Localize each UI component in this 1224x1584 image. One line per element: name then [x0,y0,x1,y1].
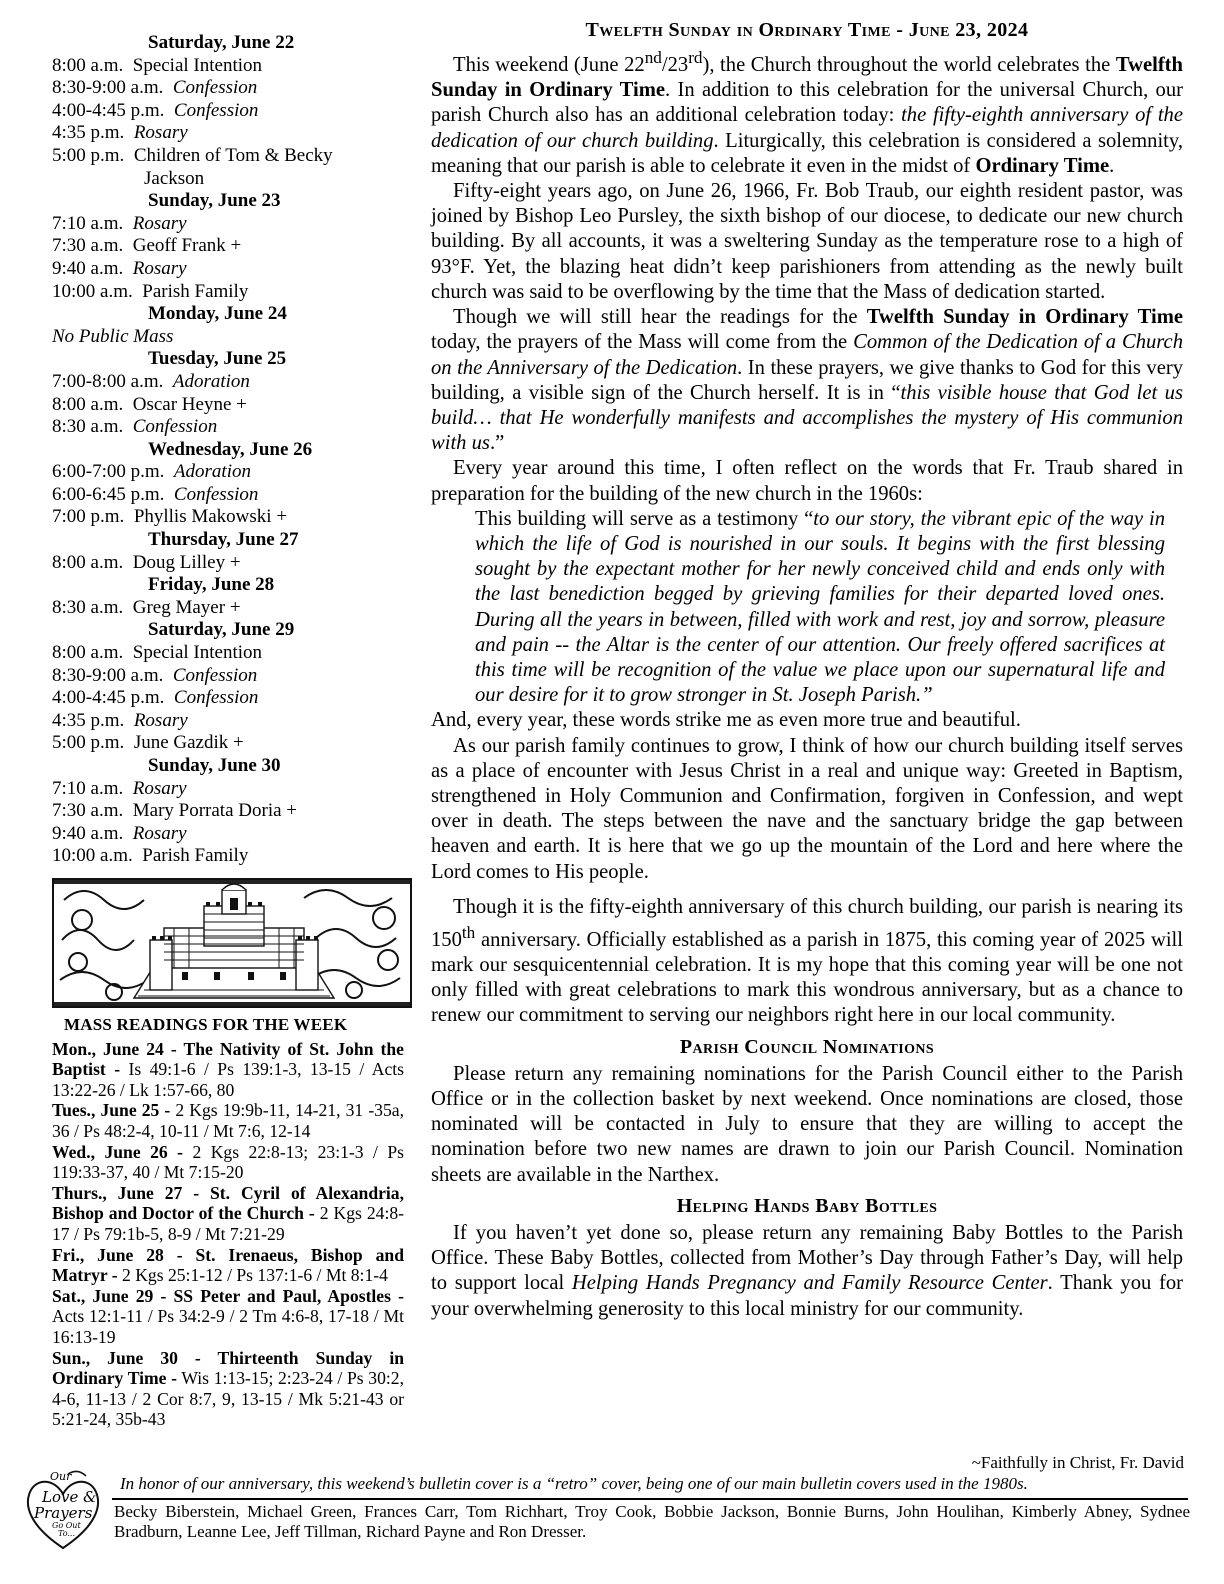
article-paragraph-2: Fifty-eight years ago, on June 26, 1966, Fr. Bob Traub, our eighth resident pastor, was joined by Bishop Leo Pursley, the sixth bishop of our diocese, to dedicate our new church building. By all accounts, it was a sweltering Sunday as the temperature rose to a high of 93°F. Yet, the blazing heat didn’t keep parishioners from attending as the newly built church was said to be overflowing by the time that the Mass of dedication started. [431,180,1183,303]
schedule-time: 8:30-9:00 a.m. [52,77,164,99]
schedule-day-heading: Thursday, June 27 [148,529,299,551]
schedule-entry [52,732,352,755]
bottles-text: If you haven’t yet done so, please return any remaining Baby Bottles to the Parish Office. These Baby Bottles, collected from Mother’s Day through Father’s Day, will help to support local Helping Hands Pregnancy and Family Resource Center. Thank you for your overwhelming generosity to this local ministry for our community. [431,1222,1183,1320]
schedule-intention: Confession [132,416,218,438]
schedule-time: 8:00 a.m. [52,642,124,664]
schedule-time: 8:00 a.m. [52,393,124,415]
schedule-time: 7:30 a.m. [52,235,124,257]
logo-word-to: To... [58,1529,76,1538]
schedule-intention: Greg Mayer + [132,596,241,618]
schedule-entry [52,235,352,258]
reading-entry [52,1183,404,1245]
bottles-heading: Helping Hands Baby Bottles [676,1194,938,1217]
schedule-intention: Rosary [133,122,188,144]
schedule-entry [52,552,352,575]
schedule-entry [52,145,352,168]
schedule-day-heading: Monday, June 24 [148,303,287,325]
schedule-entry [52,281,352,304]
schedule-intention: Mary Porrata Doria + [132,800,297,822]
schedule-entry [52,597,352,620]
heart-logo-icon [20,1466,106,1556]
schedule-intention: Confession [172,664,258,686]
readings-list [52,1039,404,1430]
schedule-entry [52,100,352,123]
schedule-intention: Oscar Heyne + [132,393,247,415]
article-paragraph-3: Though we will still hear the readings for the Twelfth Sunday in Ordinary Time today, the prayers of the Mass will come from the Common of the Dedication of a Church on the Anniversary of the Dedication. In these prayers, we give thanks to God for this very building, a visible sign of the Church herself. It is in “this visible house that God let us build… that He wonderfully manifests and accomplishes the mystery of His communion with us.” [431,306,1183,455]
schedule-entry [52,845,352,868]
reading-entry [52,1100,404,1141]
schedule-time: 8:00 a.m. [52,54,124,76]
reading-entry [52,1142,404,1183]
schedule-entry [52,258,352,281]
engraving-illustration [54,880,410,1006]
schedule-time: 7:00-8:00 a.m. [52,370,164,392]
schedule-intention: Parish Family [142,845,249,867]
logo-word-love: Love & [42,1488,97,1506]
reading-day-label: Tues., June 25 - [52,1100,171,1121]
reading-entry [52,1039,404,1101]
schedule-time: 4:00-4:45 p.m. [52,687,165,709]
schedule-day-heading: Saturday, June 29 [148,619,295,641]
schedule-time: 8:00 a.m. [52,551,124,573]
schedule-entry [52,642,352,665]
schedule-time: 10:00 a.m. [52,845,133,867]
schedule-intention: Parish Family [142,280,249,302]
article-paragraph-7: Though it is the fifty-eighth anniversary of this church building, our parish is nearing its 150th anniversary. Officially established as a parish in 1875, this coming year of 2025 will mark our sesquicentennial celebration. It is my hope that this coming year will be one not only filled with great celebrations to mark this wondrous anniversary, but as a chance to renew our commitment to serving our neighbors right here in our local community. [431,895,1183,1027]
article-paragraph-1: This weekend (June 22nd/23rd), the Church throughout the world celebrates the Twelfth Sunday in Ordinary Time. In addition to this celebration for the universal Church, our parish Church also has an additional celebration today: the fifty-eighth anniversary of the dedication of our church building. Liturgically, this celebration is considered a solemnity, meaning that our parish is able to celebrate it even in the midst of Ordinary Time. [431,48,1183,177]
schedule-intention: Adoration [173,461,251,483]
council-text: Please return any remaining nominations for the Parish Council either to the Parish Office or in the collection basket by next weekend. Once nominations are closed, those nominated will be contacted in July to ensure that they are willing to accept the nomination before two new names are drawn to join our Parish Council. Nomination sheets are available in the Narthex. [431,1062,1183,1186]
reading-citations: 2 Kgs 25:1-12 / Ps 137:1-6 / Mt 8:1-4 [117,1265,388,1286]
schedule-day-heading: Tuesday, June 25 [148,348,287,370]
schedule-intention: Rosary [132,777,187,799]
schedule-intention: Doug Lilley + [132,551,241,573]
schedule-entry [52,416,352,439]
footer-divider [112,1498,1188,1500]
reading-citations: Acts 12:1-11 / Ps 34:2-9 / 2 Tm 4:6-8, 17-18 / Mt 16:13-19 [52,1306,404,1347]
reading-entry [52,1348,404,1430]
reading-citations: 2 Kgs 19:9b-11, 14-21, 31 -35a, 36 / Ps 48:2-4, 10-11 / Mt 7:6, 12-14 [52,1100,404,1141]
reading-citations: Is 49:1-6 / Ps 139:1-3, 13-15 / Acts 13:22-26 / Lk 1:57-66, 80 [52,1059,404,1100]
schedule-time: 4:35 p.m. [52,122,125,144]
schedule-entry [52,687,352,710]
schedule-entry [52,55,352,78]
schedule-time: 9:40 a.m. [52,257,124,279]
schedule-time: 7:30 a.m. [52,800,124,822]
schedule-time: 9:40 a.m. [52,822,124,844]
reading-day-label: Thurs., June 27 - St. Cyril of Alexandria, Bishop and Doctor of the Church - [52,1182,404,1224]
schedule-time: 4:35 p.m. [52,709,125,731]
schedule-entry [52,823,352,846]
schedule-entry [52,710,352,733]
schedule-day-heading: Friday, June 28 [148,574,275,596]
schedule-entry [52,665,352,688]
schedule-entry [52,371,352,394]
schedule-note: No Public Mass [52,325,174,347]
schedule-intention: Rosary [132,212,187,234]
schedule-intention: Phyllis Makowski + [133,506,288,528]
schedule-entry [52,484,352,507]
logo-word-prayers: Prayers [34,1504,93,1522]
schedule-intention: Rosary [132,822,187,844]
logo-word-go-out: Go Out [52,1521,81,1530]
pastor-article [431,18,1183,1322]
reading-citations: 2 Kgs 24:8-17 / Ps 79:1b-5, 8-9 / Mt 7:21-29 [52,1203,404,1244]
schedule-day-heading: Sunday, June 23 [148,190,281,212]
schedule-entry [52,213,352,236]
mass-readings [52,1015,404,1430]
schedule-entry [52,394,352,417]
schedule-entry [52,77,352,100]
schedule-time: 7:00 p.m. [52,506,125,528]
schedule-intention: Confession [172,77,258,99]
schedule-intention: Rosary [132,257,187,279]
schedule-entry [52,168,352,191]
schedule-time: 8:30-9:00 a.m. [52,664,164,686]
schedule-time: 4:00-4:45 p.m. [52,99,165,121]
church-engraving-image [52,878,412,1008]
reading-day-label: Sat., June 29 - SS Peter and Paul, Apostles - [52,1285,404,1306]
schedule-intention: Geoff Frank + [132,235,242,257]
schedule-time: 5:00 p.m. [52,144,125,166]
reading-entry [52,1286,404,1348]
schedule-time: 5:00 p.m. [52,732,125,754]
reading-citations: 2 Kgs 22:8-13; 23:1-3 / Ps 119:33-37, 40 / Mt 7:15-20 [52,1141,404,1183]
schedule-intention: Special Intention [132,642,263,664]
schedule-intention: Confession [173,687,259,709]
schedule-intention: Adoration [172,370,250,392]
mass-readings-title: MASS READINGS FOR THE WEEK [64,1015,348,1034]
schedule-time: 8:30 a.m. [52,416,124,438]
schedule-intention: Confession [173,99,259,121]
logo-word-our: Our [50,1470,72,1483]
schedule-intention: Jackson [144,167,205,189]
schedule-time: 7:10 a.m. [52,777,124,799]
schedule-intention: June Gazdik + [133,732,244,754]
mass-schedule [52,32,352,868]
schedule-time: 8:30 a.m. [52,596,124,618]
article-title: Twelfth Sunday in Ordinary Time - June 23, 2024 [585,19,1029,41]
reading-citations: Wis 1:13-15; 2:23-24 / Ps 30:2, 4-6, 11-13 / 2 Cor 8:7, 9, 13-15 / Mk 5:21-43 or 5:21-24, 35b-43 [52,1368,404,1430]
schedule-time: 6:00-7:00 p.m. [52,461,165,483]
schedule-day-heading: Sunday, June 30 [148,755,281,776]
schedule-entry [52,800,352,823]
reading-day-label: Fri., June 28 - St. Irenaeus, Bishop and Matryr - [52,1244,404,1286]
reading-entry [52,1245,404,1286]
article-paragraph-4: Every year around this time, I often reflect on the words that Fr. Traub shared in preparation for the building of the new church in the 1960s: [431,457,1183,505]
schedule-day-heading: Wednesday, June 26 [148,438,313,460]
reading-day-label: Wed., June 26 - [52,1141,184,1162]
schedule-intention: Rosary [133,709,188,731]
article-paragraph-5: And, every year, these words strike me as even more true and beautiful. [431,709,1021,732]
schedule-entry [52,461,352,484]
schedule-time: 6:00-6:45 p.m. [52,483,165,505]
reading-day-label: Mon., June 24 - The Nativity of St. John the Baptist - [52,1038,404,1080]
schedule-time: 7:10 a.m. [52,212,124,234]
schedule-day-heading: Saturday, June 22 [148,32,295,53]
schedule-intention: Special Intention [132,54,263,76]
prayer-list: Becky Biberstein, Michael Green, Frances Carr, Tom Richhart, Troy Cook, Bobbie Jackson, Bonnie Burns, John Houlihan, Kimberly Abney, Sydnee Bradburn, Leanne Lee, Jeff Tillman, Richard Payne and Ron Dresser. [114,1502,1190,1541]
council-heading: Parish Council Nominations [679,1035,935,1058]
reading-day-label: Sun., June 30 - Thirteenth Sunday in Ordinary Time - [52,1347,404,1389]
signature: ~Faithfully in Christ, Fr. David [971,1453,1184,1472]
schedule-intention: Confession [173,483,259,505]
schedule-entry [52,506,352,529]
schedule-intention: Children of Tom & Becky [133,144,333,166]
schedule-entry [52,122,352,145]
article-paragraph-6: As our parish family continues to grow, I think of how our church building itself serves as a place of encounter with Jesus Christ in a real and unique way: Greeted in Baptism, strengthened in Holy Communion and Confirmation, forgiven in Confession, and wept over in death. The steps between the nave and the sanctuary bridge the gap between heaven and earth. It is here that we go up the mountain of the Lord and here where the Lord comes to His people. [431,734,1183,883]
love-prayers-logo [20,1466,106,1556]
anniversary-cover-note: In honor of our anniversary, this weekend’s bulletin cover is a “retro” cover, being one of our main bulletin covers used in the 1980s. [120,1474,1028,1493]
schedule-time: 10:00 a.m. [52,280,133,302]
schedule-entry [52,778,352,801]
traub-quote: This building will serve as a testimony “to our story, the vibrant epic of the way in which the life of God is nourished in our souls. It begins with the first blessing sought by the expectant mother for her newly conceived child and ends only with the last benediction begged by grieving families for their departed loved ones. During all the years in between, filled with work and rest, joy and sorrow, pleasure and pain -- the Altar is the center of our attention. Our freely offered sacrifices at this time will be recognition of the value we place upon our supernatural life and our desire for it to grow stronger in St. Joseph Parish.” [475,507,1165,707]
